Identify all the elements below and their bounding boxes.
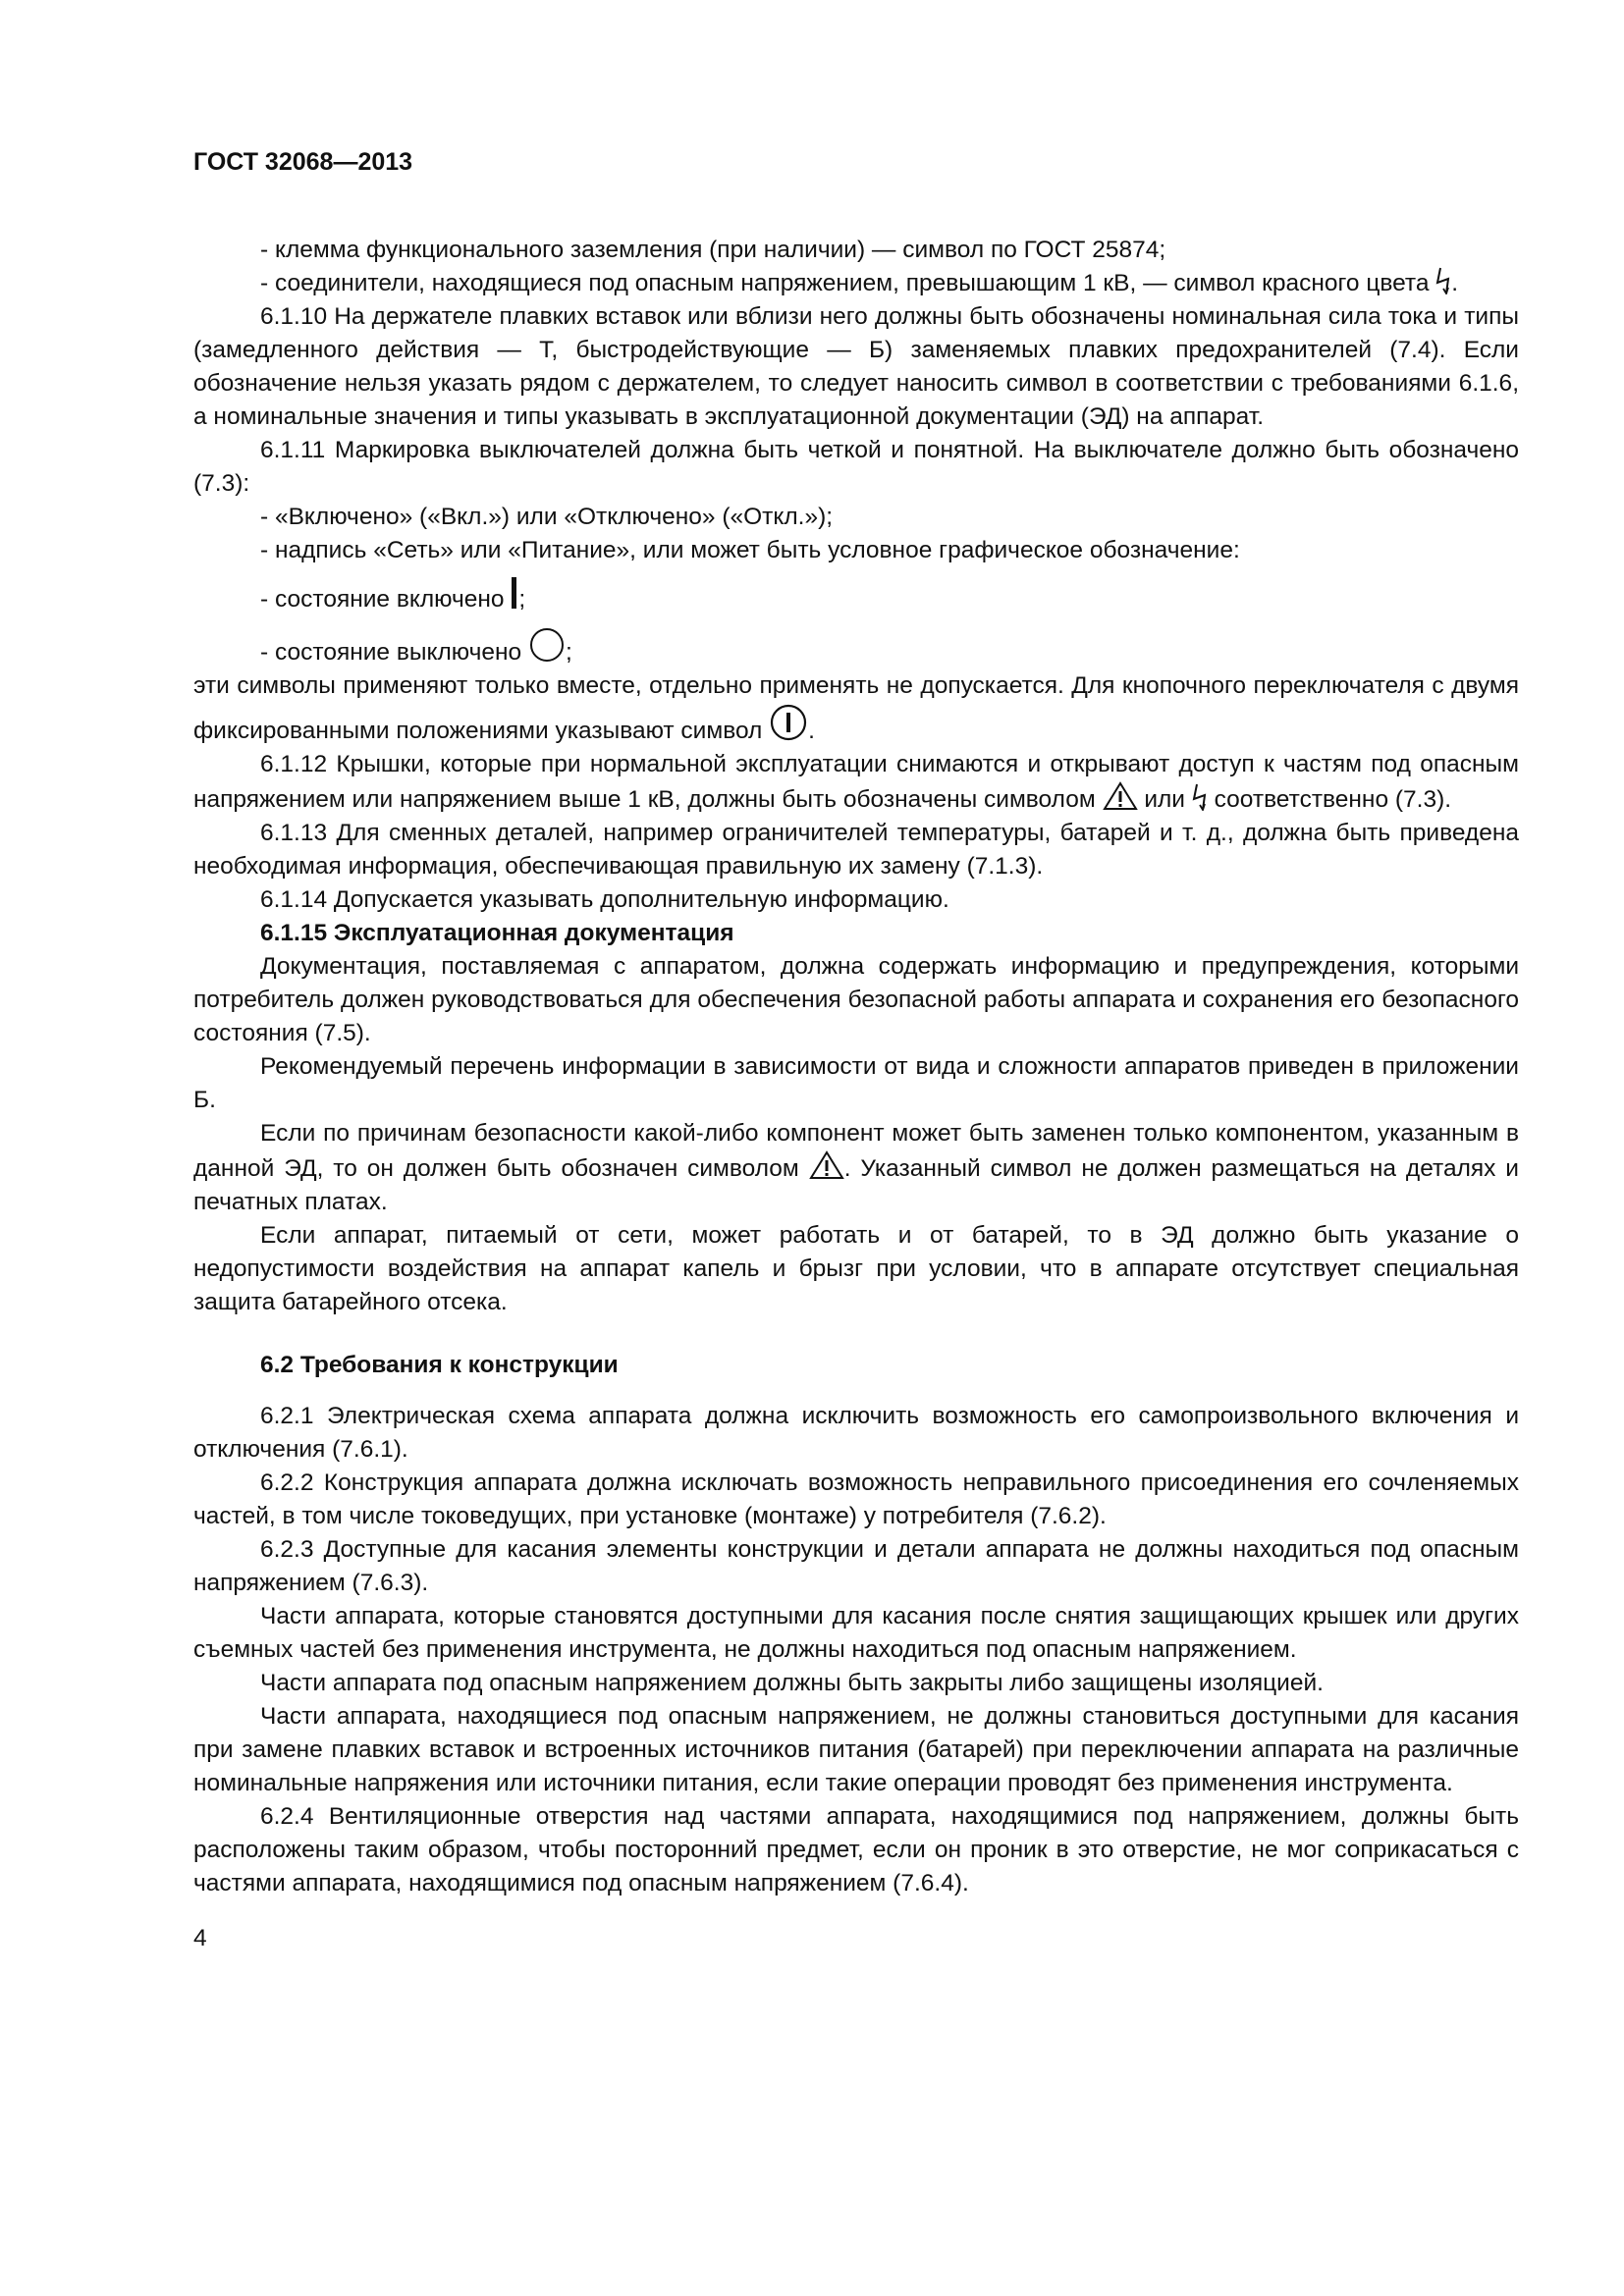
paragraph: Если по причинам безопасности какой-либо компонент может быть заменен только компонентом, указанным в данной ЭД, то он должен быть обозначен символом . Указанный символ не должен размещаться на деталях и печатных платах. [193,1120,1519,1215]
paragraph: 6.2.1 Электрическая схема аппарата должна исключить возможность его самопроизвольного включения и отключения (7.6.1). [193,1403,1519,1463]
warning-triangle-icon [1103,781,1138,811]
paragraph: 6.2.4 Вентиляционные отверстия над частями аппарата, находящимися под напряжением, должны быть расположены таким образом, чтобы посторонний предмет, если он проник в это отверстие, не мог соприкасаться с частями аппарата, находящимися под опасным напряжением (7.6.4). [193,1803,1519,1896]
section-heading: 6.2 Требования к конструкции [260,1352,619,1378]
paragraph: эти символы применяют только вместе, отдельно применять не допускается. Для кнопочного переключателя с двумя фиксированными положениями указывают символ . [193,672,1519,744]
paragraph: 6.1.13 Для сменных деталей, например ограничителей температуры, батарей и т. д., должна быть приведена необходимая информация, обеспечивающая правильную их замену (7.1.3). [193,820,1519,880]
paragraph: 6.1.14 Допускается указывать дополнительную информацию. [260,886,949,913]
high-voltage-icon [1192,783,1208,811]
paragraph: Документация, поставляемая с аппаратом, должна содержать информацию и предупреждения, которыми потребитель должен руководствоваться для обеспечения безопасной работы аппарата и сохранения его безопасного состояния (7.5). [193,953,1519,1046]
list-item: - надпись «Сеть» или «Питание», или может быть условное графическое обозначение: [260,537,1240,563]
paragraph: 6.2.3 Доступные для касания элементы конструкции и детали аппарата не должны находиться под опасным напряжением (7.6.3). [193,1536,1519,1596]
power-off-icon [528,626,566,664]
warning-triangle-icon [809,1150,844,1180]
paragraph: - соединители, находящиеся под опасным напряжением, превышающим 1 кВ, — символ красного цвета . [193,267,1519,300]
paragraph: 6.1.11 Маркировка выключателей должна быть четкой и понятной. На выключателе должно быть обозначено (7.3): [193,437,1519,497]
list-item: - «Включено» («Вкл.») или «Отключено» («Откл.»); [260,504,834,530]
paragraph: - клемма функционального заземления (при наличии) — символ по ГОСТ 25874; [260,237,1166,263]
power-toggle-icon [769,703,808,742]
paragraph: 6.2.2 Конструкция аппарата должна исключать возможность неправильного присоединения его сочленяемых частей, в том числе токоведущих, при установке (монтаже) у потребителя (7.6.2). [193,1469,1519,1529]
list-item: - состояние включено ; [193,567,1519,616]
high-voltage-icon [1435,267,1451,294]
paragraph: Если аппарат, питаемый от сети, может работать и от батарей, то в ЭД должно быть указание о недопустимости воздействия на аппарат капель и брызг при условии, что в аппарате отсутствует специальная защита батарейного отсека. [193,1222,1519,1315]
list-item: - состояние выключено ; [193,616,1519,669]
paragraph: Части аппарата, находящиеся под опасным напряжением, не должны становиться доступными для касания при замене плавких вставок и встроенных источников питания (батарей) при переключении аппарата на различные номинальные напряжения или источники питания, если такие операции проводят без применения инструмента. [193,1703,1519,1796]
document-page [193,145,1519,1955]
power-on-icon [511,577,518,611]
paragraph: Рекомендуемый перечень информации в зависимости от вида и сложности аппаратов приведен в приложении Б. [193,1053,1519,1113]
page-number: 4 [193,1925,207,1951]
section-heading: 6.1.15 Эксплуатационная документация [260,920,734,946]
document-header: ГОСТ 32068—2013 [193,148,413,176]
paragraph: Части аппарата, которые становятся доступными для касания после снятия защищающих крышек или других съемных частей без применения инструмента, не должны находиться под опасным напряжением. [193,1603,1519,1663]
paragraph: Части аппарата под опасным напряжением должны быть закрыты либо защищены изоляцией. [260,1670,1324,1696]
paragraph: 6.1.10 На держателе плавких вставок или вблизи него должны быть обозначены номинальная сила тока и типы (замедленного действия — Т, быстродействующие — Б) заменяемых плавких предохранителей (7.4). Если обозначение нельзя указать рядом с держателем, то следует наносить символ в соответствии с требованиями 6.1.6, а номинальные значения и типы указывать в эксплуатационной документации (ЭД) на аппарат. [193,303,1519,430]
paragraph: 6.1.12 Крышки, которые при нормальной эксплуатации снимаются и открывают доступ к частям под опасным напряжением или напряжением выше 1 кВ, должны быть обозначены символом или соответственно (7.3). [193,751,1519,813]
